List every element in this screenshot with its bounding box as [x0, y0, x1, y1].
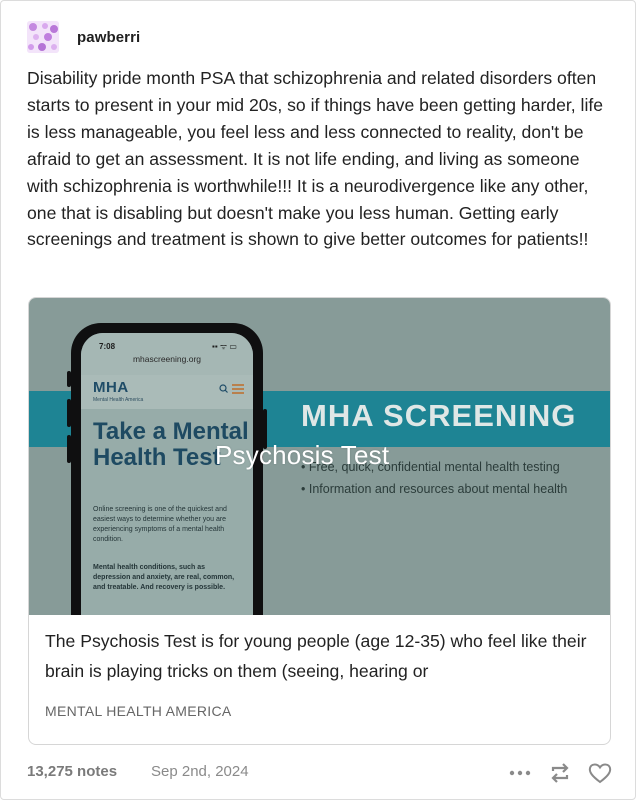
reblog-icon[interactable] — [547, 761, 573, 785]
post-header — [27, 19, 140, 55]
post-body-text: Disability pride month PSA that schizophrenia and related disorders often starts to present in your mid 20s, so if things have been getting harder, life is less manageable, you feel less and less connected to reality, don't be afraid to get an assessment. It is not life ending, and living as someone with schizophrenia is worthwhile!!! It is a neurodivergence like any other, one that is disabling but doesn't make you less human. Getting early screenings and treatment is shown to give better outcomes for patients!! — [27, 68, 604, 250]
banner-bullet: • Information and resources about mental health — [301, 478, 567, 500]
link-preview-card[interactable] — [28, 297, 611, 745]
phone-screen — [81, 333, 253, 615]
screen-paragraph: Mental health conditions, such as depression and anxiety, are real, common, and treatable. And recovery is possible. — [93, 564, 235, 591]
search-menu-icon — [219, 383, 245, 398]
avatar-pattern-icon — [27, 21, 59, 53]
post-actions — [507, 761, 613, 785]
phone-url: mhascreening.org — [132, 354, 202, 364]
phone-time: 7:08 — [99, 342, 116, 351]
screen-paragraph: Online screening is one of the quickest and easiest ways to determine whether you are experiencing symptoms of a mental health condition. — [93, 506, 227, 543]
screen-headline: Take a Mental Health Test — [93, 418, 249, 471]
phone-button — [67, 435, 71, 463]
post-footer — [27, 761, 613, 785]
phone-button — [67, 399, 71, 427]
link-preview-source: MENTAL HEALTH AMERICA — [45, 703, 232, 719]
avatar[interactable] — [27, 21, 59, 53]
heart-icon[interactable] — [587, 761, 613, 785]
username-link[interactable]: pawberri — [77, 28, 141, 46]
banner-bullet: • Free, quick, confidential mental health testing — [301, 456, 567, 478]
ellipsis-icon[interactable] — [507, 761, 533, 785]
site-nav — [81, 375, 253, 409]
signal-wifi-battery-icon: ▪▪ ᯤ ▭ — [212, 342, 237, 351]
notes-count[interactable]: 13,275 notes — [27, 763, 118, 780]
link-preview-image[interactable] — [29, 298, 610, 615]
link-preview-title[interactable]: Psychosis Test — [215, 440, 390, 470]
phone-status-bar — [81, 333, 253, 375]
post-date[interactable]: Sep 2nd, 2024 — [151, 763, 249, 780]
mha-logo: MHA — [93, 379, 129, 396]
link-preview-description: The Psychosis Test is for young people (age 12-35) who feel like their brain is playing tricks on them (seeing, hearing or — [45, 631, 587, 681]
mha-logo-subtitle: Mental Health America — [93, 397, 144, 403]
phone-button — [67, 371, 71, 387]
banner-title: MHA SCREENING — [301, 398, 577, 433]
